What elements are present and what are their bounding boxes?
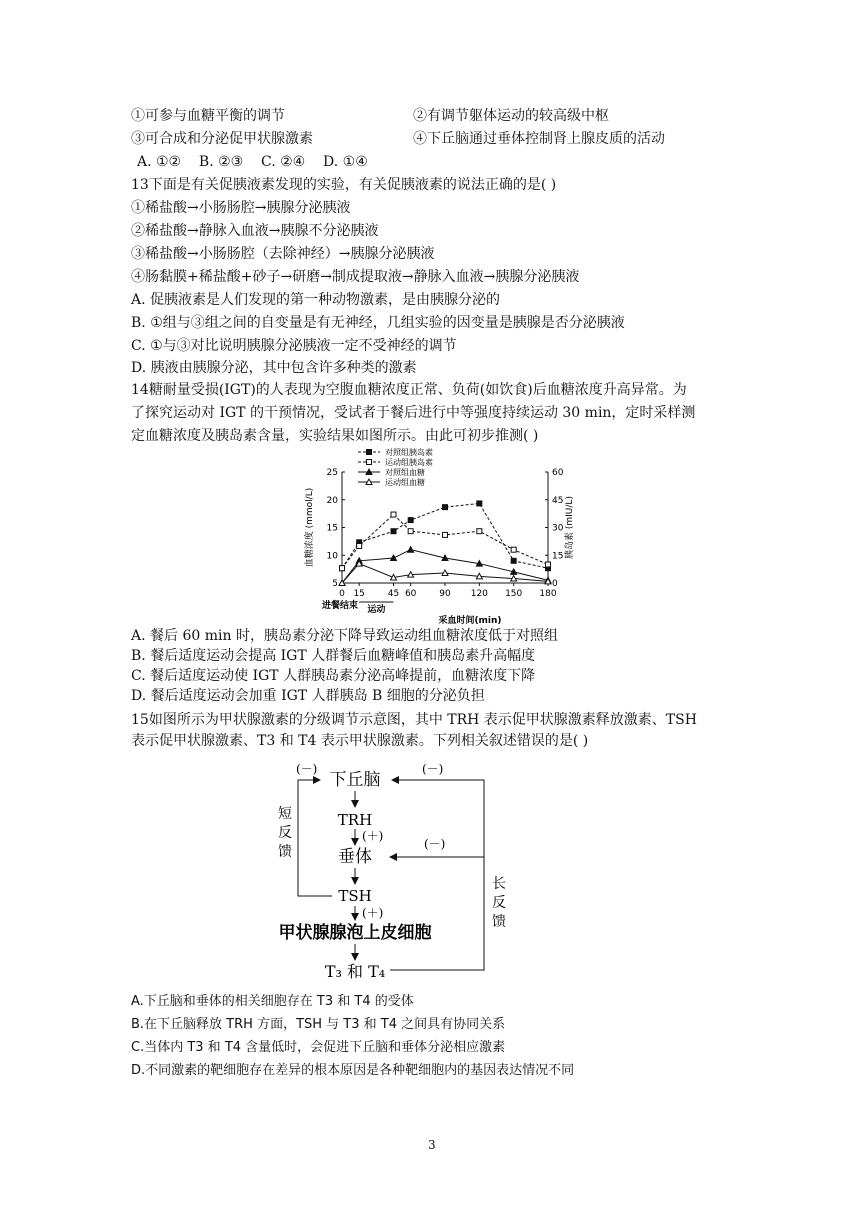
x-tick-label: 150 [505,589,523,599]
node-hypothalamus: 下丘脑 [329,770,381,790]
q13-option-b: B. ①组与③组之间的自变量是有无神经，几组实验的因变量是胰腺是否分泌胰液 [131,315,625,331]
positive-label-trh: (＋) [362,829,384,843]
series-2-point [511,547,516,552]
legend-label-1: 对照组胰岛素 [385,448,433,457]
legend-label-3: 对照组血糖 [385,468,425,477]
q13-exp-3: ③稀盐酸→小肠肠腔（去除神经）→胰腺分泌胰液 [131,246,435,262]
series-1-point [511,558,516,563]
q14-option-d: D. 餐后适度运动会加重 IGT 人群胰岛 B 细胞的分泌负担 [131,688,485,704]
long-feedback-label: 长反馈 [492,876,506,930]
q15-option-d: D.不同激素的靶细胞存在差异的根本原因是各种靶细胞内的基因表达情况不同 [131,1063,575,1078]
q13-option-d: D. 胰液由胰腺分泌，其中包含许多种类的激素 [131,360,417,376]
q12-option-1: ①可参与血糖平衡的调节 [131,108,285,124]
series-1-point [391,529,396,534]
legend-marker-2 [367,460,372,465]
long-feedback-neg-top: (－) [422,762,444,776]
node-t3-t4: T₃ 和 T₄ [324,962,386,981]
q12-option-2: ②有调节躯体运动的较高级中枢 [413,108,609,124]
node-pituitary: 垂体 [338,847,372,867]
series-2-point [443,532,448,537]
series-2-point [391,512,396,517]
legend-label-4: 运动组血糖 [385,478,425,487]
y-tick-label-right: 0 [552,579,558,589]
y-axis-title-left: 血糖浓度 (mmol/L) [305,487,315,568]
x-tick-label: 0 [339,589,345,599]
q14-option-a: A. 餐后 60 min 时，胰岛素分泌下降导致运动组血糖浓度低于对照组 [131,628,558,644]
legend-label-2: 运动组胰岛素 [385,458,433,467]
q14-option-c: C. 餐后适度运动使 IGT 人群胰岛素分泌高峰提前，血糖浓度下降 [131,668,536,684]
x-tick-label: 180 [539,589,557,599]
y-tick-label-right: 15 [552,551,564,562]
q13-option-a: A. 促胰液素是人们发现的第一种动物激素，是由胰腺分泌的 [131,292,501,308]
y-tick-label-left: 20 [326,495,338,506]
glucose-insulin-chart [300,446,590,626]
x-tick-label: 120 [470,589,488,599]
x-tick-label: 60 [404,589,417,599]
series-2-point [546,562,551,567]
x-axis-title: 采血时间(min) [438,616,502,626]
node-trh: TRH [337,811,373,829]
node-tsh: TSH [338,887,372,905]
series-1-point [477,501,482,506]
q12-option-4: ④下丘脑通过垂体控制肾上腺皮质的活动 [413,131,665,147]
y-tick-label-left: 5 [332,579,338,589]
x-annotation-meal-end: 进餐结束 [321,601,359,611]
y-tick-label-right: 45 [552,495,564,506]
short-feedback-label: 短反馈 [278,806,292,860]
q15-option-c: C.当体内 T3 和 T4 含量低时，会促进下丘脑和垂体分泌相应激素 [131,1040,506,1055]
y-tick-label-right: 30 [552,523,564,534]
q13-option-c: C. ①与③对比说明胰腺分泌胰液一定不受神经的调节 [131,338,457,354]
x-tick-label: 45 [387,589,400,599]
short-feedback-neg: (－) [296,762,318,776]
q15-stem-2: 表示促甲状腺激素、T3 和 T4 表示甲状腺激素。下列相关叙述错误的是( ) [131,733,589,749]
node-thyroid-cells: 甲状腺腺泡上皮细胞 [278,923,432,943]
x-tick-label: 90 [439,589,451,599]
x-tick-label: 15 [353,589,365,599]
x-annotation-exercise: 运动 [367,605,386,615]
y-tick-label-right: 60 [552,468,564,478]
q12-choices: A. ①② B. ②③ C. ②④ D. ①④ [137,154,368,170]
series-2-point [408,529,413,534]
series-1-point [443,505,448,510]
series-3-point [408,547,414,553]
page-number: 3 [428,1138,436,1152]
y-tick-label-left: 10 [326,551,338,562]
q14-stem-2: 了探究运动对 IGT 的干预情况，受试者于餐后进行中等强度持续运动 30 min，定时采样测 [131,405,696,421]
q14-stem-1: 14糖耐量受损(IGT)的人表现为空腹血糖浓度正常、负荷(如饮食)后血糖浓度升高异常。为 [131,382,687,398]
q14-stem-3: 定血糖浓度及胰岛素含量，实验结果如图所示。由此可初步推测( ) [131,428,539,444]
y-axis-title-right: 胰岛素 (mIU/L) [565,496,575,559]
long-feedback-neg-mid: (－) [424,837,446,851]
legend-marker-1 [367,450,372,455]
q12-option-3: ③可合成和分泌促甲状腺激素 [131,131,313,147]
series-1-point [408,518,413,523]
q15-option-b: B.在下丘脑释放 TRH 方面，TSH 与 T3 和 T4 之间具有协同关系 [131,1017,506,1032]
series-2-point [357,544,362,549]
positive-label-tsh: (＋) [362,906,384,920]
q14-option-b: B. 餐后适度运动会提高 IGT 人群餐后血糖峰值和胰岛素升高幅度 [131,648,536,664]
q13-stem: 13下面是有关促胰液素发现的实验，有关促胰液素的说法正确的是( ) [131,177,557,193]
series-2-point [340,566,345,571]
series-2-point [477,529,482,534]
q13-exp-4: ④肠黏膜+稀盐酸+砂子→研磨→制成提取液→静脉入血液→胰腺分泌胰液 [131,269,580,285]
q15-option-a: A.下丘脑和垂体的相关细胞存在 T3 和 T4 的受体 [131,994,414,1009]
y-tick-label-left: 25 [326,468,338,478]
q15-stem-1: 15如图所示为甲状腺激素的分级调节示意图，其中 TRH 表示促甲状腺激素释放激素、TSH [131,712,697,728]
q13-exp-2: ②稀盐酸→静脉入血液→胰腺不分泌胰液 [131,223,379,239]
y-tick-label-left: 15 [326,523,338,534]
thyroid-regulation-diagram [260,756,510,988]
q13-exp-1: ①稀盐酸→小肠肠腔→胰腺分泌胰液 [131,200,351,216]
